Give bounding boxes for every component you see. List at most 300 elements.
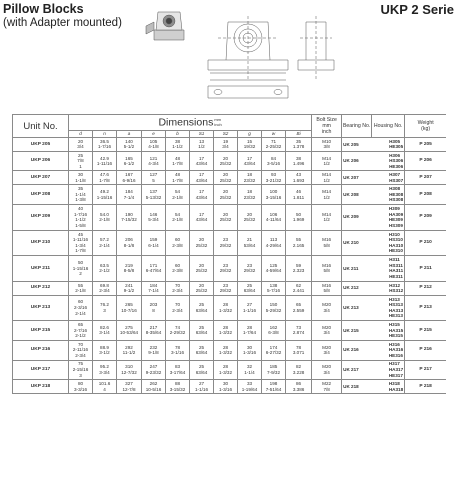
adapter-value: H316: [388, 341, 400, 347]
dim-value: 1-1/16: [194, 386, 209, 392]
unit-no-cell: UKP 205: [13, 138, 69, 152]
dim-value: 1-7/8: [75, 248, 86, 254]
series-label: UKP 2 Serie: [380, 2, 454, 17]
dim-cell-w: [262, 171, 286, 185]
dim-value: 32: [246, 364, 253, 370]
dim-value: 2.441: [292, 288, 305, 294]
adapter-value: H306: [389, 152, 401, 158]
dim-cell-a: [117, 138, 142, 152]
dim-value: 2-1/2: [75, 333, 86, 339]
dim-value: 1-3/16: [218, 386, 233, 392]
dim-value: 63/64: [195, 350, 208, 356]
table-row: [13, 256, 447, 282]
dim-value: 28: [222, 364, 229, 370]
dim-cell-d: [69, 295, 93, 321]
dim-value: 2-3/4: [99, 288, 110, 294]
dim-value: 13: [198, 138, 205, 144]
dim-cell-d: [69, 204, 93, 230]
sub-header-d: d: [69, 131, 93, 138]
dim-cell-s1: [190, 380, 214, 394]
dim-cell-n: [93, 340, 117, 360]
dim-value: M14: [322, 155, 332, 161]
dim-value: 10-5/16: [145, 386, 162, 392]
dim-value: 1/2: [323, 217, 330, 223]
dim-cell-e: [142, 340, 166, 360]
dim-value: 1-7/16: [97, 144, 112, 150]
dim-value: 1-5/8: [75, 222, 86, 228]
dim-cell-bi: [286, 256, 312, 282]
dim-cell-b: [166, 360, 190, 380]
dim-value: 1/2: [323, 161, 330, 167]
dim-value: 30: [222, 381, 229, 386]
dim-value: 78: [296, 344, 302, 350]
table-row: [13, 295, 447, 321]
dim-cell-bolt: [312, 281, 342, 295]
dim-value: 219: [125, 262, 133, 268]
dim-cell-s1: [190, 204, 214, 230]
housing-no-cell: P 217: [405, 360, 446, 380]
dim-value: 46: [296, 189, 302, 195]
sub-header-s2: S2: [214, 131, 238, 138]
adapter-value: HE310: [388, 248, 403, 254]
dim-value: 25/32: [195, 288, 208, 294]
dim-cell-d: [69, 138, 93, 152]
dim-cell-s1: [190, 281, 214, 295]
dim-cell-e: [142, 256, 166, 282]
dim-value: 2-1/4: [99, 242, 110, 248]
dim-cell-s2: [214, 204, 238, 230]
bearing-no-cell: [342, 138, 405, 152]
dim-value: 2-3/4: [172, 288, 183, 294]
adapter-value: H315: [388, 322, 400, 328]
dim-value: 23/32: [243, 194, 256, 200]
dim-value: 84: [270, 155, 277, 161]
dim-value: 3-21/32: [265, 177, 282, 183]
bearing-value: UK 205: [343, 141, 359, 147]
col-header-unit: Unit No.: [13, 115, 69, 138]
dim-cell-n: [93, 281, 117, 295]
adapter-value: HE317: [388, 372, 403, 378]
unit-no-cell: UKP 213: [13, 295, 69, 321]
adapter-value: H312: [389, 282, 401, 288]
dim-value: 3-5/16: [266, 161, 281, 167]
bearing-value: UK 215: [343, 327, 359, 333]
dim-value: 2-25/32: [265, 144, 282, 150]
dim-value: 140: [125, 138, 133, 144]
dim-cell-s1: [190, 256, 214, 282]
dim-value: 78: [174, 344, 181, 350]
dim-value: 113: [269, 237, 278, 243]
dim-value: 190: [125, 211, 133, 217]
dim-value: 7-1/4: [123, 194, 135, 200]
dim-value: 125: [269, 262, 278, 268]
adapter-value: H313: [388, 296, 400, 302]
dim-cell-s2: [214, 185, 238, 205]
dim-value: 28: [222, 344, 229, 350]
dim-value: 21: [246, 237, 253, 243]
dim-cell-a: [117, 151, 142, 171]
dim-cell-e: [142, 204, 166, 230]
dim-value: M16: [322, 262, 332, 268]
dim-value: 1-3/4: [75, 242, 86, 248]
dim-value: 25: [198, 364, 205, 370]
dim-value: 57.2: [100, 237, 109, 243]
dim-value: 5-13/32: [145, 194, 162, 200]
dim-cell-s2: [214, 340, 238, 360]
dim-value: 83: [174, 364, 181, 370]
dim-cell-a: [117, 380, 142, 394]
dim-value: 2-11/16: [72, 347, 89, 353]
dim-value: 63.5: [100, 262, 109, 268]
col-header-dimensions: [69, 115, 312, 131]
dim-value: 8: [152, 307, 155, 313]
adapter-value: HA310: [388, 242, 404, 248]
dim-value: 54.0: [100, 211, 109, 217]
dim-cell-d: [69, 256, 93, 282]
dim-value: 106: [269, 211, 278, 217]
dim-value: 310: [125, 364, 133, 370]
dim-cell-s2: [214, 171, 238, 185]
dim-cell-n: [93, 360, 117, 380]
dim-cell-g: [238, 151, 262, 171]
dim-cell-a: [117, 321, 142, 341]
bearing-no-cell: [342, 321, 405, 341]
dim-value: 65: [77, 322, 84, 328]
dim-unit-inch: inch: [214, 121, 222, 127]
dim-cell-a: [117, 204, 142, 230]
dim-value: 20: [198, 282, 205, 288]
dim-value: 28: [222, 302, 229, 308]
dim-value: 2-3/16: [73, 305, 88, 311]
dim-value: 20: [222, 155, 229, 161]
bearing-value: UK 211: [343, 265, 359, 271]
dim-value: 60: [174, 262, 181, 268]
dim-cell-n: [93, 256, 117, 282]
adapter-value: H309: [388, 206, 400, 212]
dim-cell-a: [117, 230, 142, 256]
dim-cell-s1: [190, 360, 214, 380]
unit-no-cell: UKP 207: [13, 171, 69, 185]
dim-value: 262: [149, 381, 158, 386]
dim-value: 70: [77, 341, 84, 347]
dim-value: 70: [174, 282, 181, 288]
dim-value: 9-23/32: [145, 369, 162, 375]
adapter-value: H307: [389, 172, 401, 178]
adapter-value: HA316: [388, 347, 404, 353]
dim-value: 1-3/32: [218, 307, 233, 313]
dim-cell-e: [142, 295, 166, 321]
dim-value: 2-15/16: [72, 367, 89, 373]
dim-cell-w: [262, 185, 286, 205]
dim-value: 2-3/8: [172, 268, 183, 274]
dim-value: 2.323: [292, 268, 305, 274]
dim-cell-d: [69, 360, 93, 380]
dim-value: 4: [103, 386, 106, 392]
dim-value: 3-17/64: [169, 369, 186, 375]
dim-value: 2-3/8: [172, 242, 183, 248]
dim-value: 7/8: [77, 158, 84, 164]
dim-cell-g: [238, 380, 262, 394]
dim-value: 2: [79, 271, 82, 277]
dim-cell-bolt: [312, 380, 342, 394]
dim-cell-w: [262, 151, 286, 171]
bearing-no-cell: [342, 204, 405, 230]
dim-cell-s2: [214, 380, 238, 394]
table-body: [13, 138, 447, 394]
dimensions-table-container: [12, 114, 446, 486]
dim-cell-n: [93, 230, 117, 256]
dimensions-label: Dimensions: [158, 116, 214, 129]
dim-value: 5/8: [323, 268, 330, 274]
dim-value: 10-53/64: [119, 330, 139, 336]
adapter-value: HS309: [388, 222, 403, 228]
dim-value: 3/4: [323, 307, 330, 313]
dim-cell-b: [166, 151, 190, 171]
bearing-value: UK 207: [343, 175, 359, 181]
dim-value: 3-15/32: [169, 386, 186, 392]
dim-cell-g: [238, 295, 262, 321]
dim-value: 3/4: [222, 144, 229, 150]
dim-value: 17: [198, 211, 205, 217]
dim-cell-s2: [214, 230, 238, 256]
dim-value: 162: [269, 324, 278, 330]
dim-cell-g: [238, 230, 262, 256]
table-row: [13, 321, 447, 341]
dim-value: 137: [149, 189, 158, 195]
dim-cell-d: [69, 340, 93, 360]
dim-cell-w: [262, 204, 286, 230]
dim-value: 74: [174, 324, 181, 330]
dim-value: 7-51/64: [265, 386, 282, 392]
dim-cell-s1: [190, 321, 214, 341]
dim-value: 171: [149, 262, 158, 268]
dim-value: 55: [77, 282, 84, 288]
dim-value: 54: [174, 211, 181, 217]
dimensions-table: [12, 114, 446, 394]
bearing-no-cell: [342, 185, 405, 205]
adapter-value: HS310: [388, 237, 403, 243]
dim-value: 2-3/4: [75, 352, 86, 358]
dim-value: 25/32: [219, 161, 232, 167]
dim-value: 1-19/64: [241, 386, 258, 392]
dim-value: 101.6: [98, 381, 111, 386]
dim-cell-a: [117, 185, 142, 205]
dim-value: 25: [198, 302, 205, 308]
bearing-no-cell: [342, 340, 405, 360]
adapter-value: H311: [389, 257, 400, 263]
adapter-value: HS308: [389, 197, 404, 203]
housing-no-cell: P 209: [405, 204, 446, 230]
dim-value: 3-1/2: [99, 350, 110, 356]
adapter-value: HS307: [389, 177, 404, 183]
dim-value: 17: [246, 155, 253, 161]
dim-value: 35: [77, 186, 84, 192]
dim-value: 6-1/2: [123, 161, 135, 167]
dim-value: 11-1/2: [122, 350, 136, 356]
dim-value: 167: [125, 172, 133, 178]
page-title: Pillow Blocks: [3, 2, 84, 16]
dim-value: 3/4: [323, 350, 330, 356]
dim-value: 3: [79, 372, 82, 378]
housing-no-cell: P 216: [405, 340, 446, 360]
dim-value: 69.8: [100, 282, 109, 288]
dim-value: 3/4: [323, 369, 330, 375]
dim-value: 165: [125, 155, 133, 161]
dim-value: 2-1/8: [75, 288, 86, 294]
housing-no-cell: P 212: [405, 281, 446, 295]
dim-value: 1-7/64: [242, 330, 257, 336]
dim-value: 5/8: [323, 288, 330, 294]
dim-value: 1-15/16: [72, 265, 89, 271]
dim-cell-n: [93, 380, 117, 394]
dim-cell-bi: [286, 360, 312, 380]
dim-cell-a: [117, 171, 142, 185]
dim-cell-b: [166, 256, 190, 282]
dim-value: 6-27/32: [265, 350, 282, 356]
adapter-value: HS313: [388, 302, 403, 308]
dim-value: 4-1/8: [148, 144, 159, 150]
dim-value: 25/32: [219, 217, 232, 223]
dim-cell-g: [238, 256, 262, 282]
dim-value: 17: [198, 172, 205, 178]
dim-value: 3/8: [323, 144, 330, 150]
dim-cell-bi: [286, 281, 312, 295]
dim-cell-b: [166, 321, 190, 341]
dim-value: M14: [322, 211, 332, 217]
adapter-value: HE305: [389, 144, 404, 150]
dim-value: 50: [77, 260, 84, 266]
housing-no-cell: P 205: [405, 138, 446, 152]
dim-value: 17: [198, 189, 205, 195]
dim-value: 88: [174, 381, 181, 386]
dim-value: 247: [149, 364, 158, 370]
dim-value: 4-3/4: [148, 161, 159, 167]
dim-value: 23: [246, 262, 253, 268]
dim-cell-d: [69, 151, 93, 171]
dim-cell-n: [93, 171, 117, 185]
dim-cell-b: [166, 171, 190, 185]
unit-no-cell: UKP 208: [13, 185, 69, 205]
dim-cell-a: [117, 281, 142, 295]
housing-no-cell: P 213: [405, 295, 446, 321]
dim-value: 70: [174, 302, 181, 308]
dim-value: 23/32: [243, 177, 256, 183]
dim-value: 29/32: [219, 288, 232, 294]
dim-cell-d: [69, 230, 93, 256]
dim-value: 80: [77, 381, 84, 386]
unit-no-cell: UKP 218: [13, 380, 69, 394]
dim-value: 63/64: [243, 288, 256, 294]
sub-header-b: b: [166, 131, 190, 138]
dim-value: 23: [222, 237, 229, 243]
dim-cell-bolt: [312, 185, 342, 205]
sub-header-n: n: [93, 131, 117, 138]
dim-value: 29/32: [243, 268, 256, 274]
dim-value: 29/32: [219, 242, 232, 248]
dim-value: 25/32: [219, 194, 232, 200]
dim-cell-e: [142, 380, 166, 394]
dim-value: 159: [149, 237, 158, 243]
dim-value: 1-3/32: [218, 350, 233, 356]
dim-value: 1.496: [292, 161, 305, 167]
dim-value: 18: [246, 189, 253, 195]
dim-cell-s2: [214, 295, 238, 321]
dim-value: 25: [198, 344, 205, 350]
dim-value: 2-1/8: [99, 217, 110, 223]
adapter-value: H317: [388, 361, 400, 367]
dim-cell-g: [238, 321, 262, 341]
dim-value: M14: [322, 172, 332, 178]
dim-value: 20: [77, 138, 84, 144]
dim-cell-e: [142, 138, 166, 152]
dim-value: M16: [322, 282, 332, 288]
dim-value: 105: [149, 138, 158, 144]
sub-header-g: g: [238, 131, 262, 138]
dim-cell-g: [238, 340, 262, 360]
dim-cell-w: [262, 360, 286, 380]
dim-value: 1-7/8: [172, 177, 183, 183]
dim-value: 53/64: [243, 242, 256, 248]
dim-cell-w: [262, 281, 286, 295]
dim-cell-bi: [286, 138, 312, 152]
dim-value: 185: [269, 364, 278, 370]
dim-value: 203: [149, 302, 158, 308]
adapter-value: HE316: [388, 352, 403, 358]
table-row: [13, 380, 447, 394]
dim-cell-w: [262, 340, 286, 360]
unit-no-cell: UKP 211: [13, 256, 69, 282]
dim-value: 3-1/16: [170, 350, 185, 356]
dim-cell-e: [142, 281, 166, 295]
housing-no-cell: P 211: [405, 256, 446, 282]
dim-value: 2-1/8: [172, 194, 183, 200]
dim-value: 19: [222, 138, 229, 144]
dim-cell-bi: [286, 321, 312, 341]
dim-cell-a: [117, 256, 142, 282]
dim-value: 18: [246, 172, 253, 178]
dim-cell-d: [69, 185, 93, 205]
dim-value: 138: [269, 282, 278, 288]
dim-value: 3/4: [77, 144, 84, 150]
dim-value: 48: [174, 155, 181, 161]
dim-value: 1/2: [198, 144, 205, 150]
dim-cell-n: [93, 151, 117, 171]
dim-cell-n: [93, 185, 117, 205]
dim-value: 63/64: [195, 307, 208, 313]
dim-value: 2.874: [292, 330, 305, 336]
dim-value: 6-47/64: [145, 268, 162, 274]
dim-value: 3.386: [292, 386, 305, 392]
dim-cell-e: [142, 230, 166, 256]
dim-cell-n: [93, 321, 117, 341]
dim-value: 43/64: [195, 194, 208, 200]
dim-value: 23: [222, 262, 229, 268]
dim-cell-s1: [190, 340, 214, 360]
dim-value: 1/2: [323, 177, 330, 183]
dim-value: 27: [246, 302, 253, 308]
dim-value: 198: [269, 381, 278, 386]
adapter-value: H318: [388, 381, 400, 386]
dim-cell-s1: [190, 171, 214, 185]
dim-value: 35: [296, 138, 302, 144]
dim-value: 5-3/4: [148, 217, 159, 223]
dim-value: 5: [152, 177, 155, 183]
sub-header-bi: Bi: [286, 131, 312, 138]
adapter-value: HE315: [388, 333, 403, 339]
dim-value: 43: [296, 172, 302, 178]
dim-value: 1.811: [292, 194, 305, 200]
dim-value: 15: [246, 138, 253, 144]
